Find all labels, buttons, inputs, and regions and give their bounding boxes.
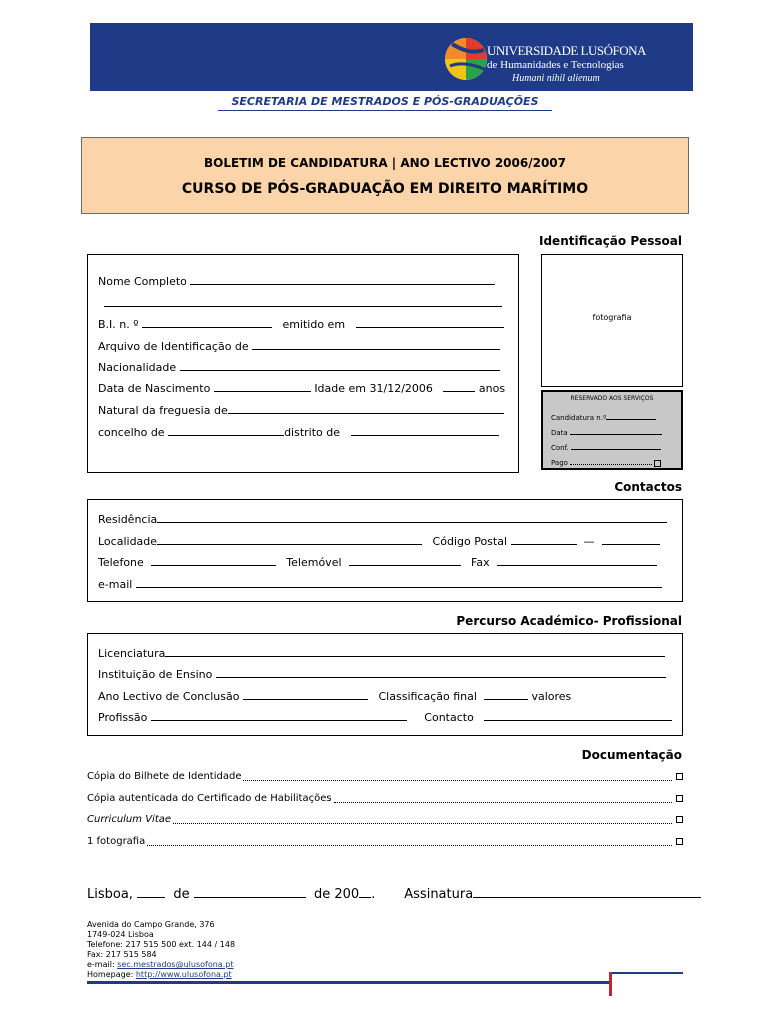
reserved-conf: Conf. bbox=[551, 443, 661, 452]
form-title: BOLETIM DE CANDIDATURA | ANO LECTIVO 2006/2007 bbox=[203, 156, 566, 170]
natural-field[interactable]: Natural da freguesia de bbox=[98, 404, 504, 417]
photo-label: fotografia bbox=[592, 313, 632, 322]
footer-accent-vertical bbox=[609, 972, 612, 996]
nascimento-field[interactable]: Data de Nascimento Idade em 31/12/2006 anos bbox=[98, 382, 506, 395]
footer-accent-rule bbox=[612, 972, 683, 974]
doc-checkbox[interactable] bbox=[676, 816, 683, 823]
nome-field[interactable]: Nome Completo bbox=[98, 275, 495, 288]
footer-homepage: Homepage: http://www.ulusofona.pt bbox=[87, 970, 232, 979]
university-motto: Humani nihil alienum bbox=[512, 73, 600, 84]
telefone-field[interactable]: Telefone Telemóvel Fax bbox=[98, 556, 657, 569]
email-field[interactable]: e-mail bbox=[98, 578, 662, 591]
signature-line[interactable]: Lisboa, de de 200 . Assinatura bbox=[87, 886, 701, 902]
email-link[interactable]: sec.mestrados@ulusofona.pt bbox=[117, 960, 234, 969]
bi-field[interactable]: B.I. n. º emitido em bbox=[98, 318, 504, 331]
doc-checkbox[interactable] bbox=[676, 773, 683, 780]
footer-rule bbox=[87, 981, 609, 984]
doc-checkbox[interactable] bbox=[676, 838, 683, 845]
title-box bbox=[81, 137, 689, 214]
reserved-title: RESERVADO AOS SERVIÇOS bbox=[570, 395, 654, 402]
university-subtitle: de Humanidades e Tecnologias bbox=[487, 59, 624, 71]
identificacao-heading: Identificação Pessoal bbox=[539, 234, 682, 248]
doc-item-bi[interactable]: Cópia do Bilhete de Identidade bbox=[87, 771, 683, 782]
university-logo-icon bbox=[442, 32, 490, 84]
licenciatura-field[interactable]: Licenciatura bbox=[98, 647, 665, 660]
localidade-field[interactable]: Localidade Código Postal — bbox=[98, 535, 660, 548]
doc-item-certificado[interactable]: Cópia autenticada do Certificado de Habilitações bbox=[87, 793, 683, 804]
footer-fax: Fax: 217 515 584 bbox=[87, 950, 157, 959]
doc-item-fotografia[interactable]: 1 fotografia bbox=[87, 836, 683, 847]
contactos-heading: Contactos bbox=[614, 480, 682, 494]
footer-email: e-mail: sec.mestrados@ulusofona.pt bbox=[87, 960, 234, 969]
doc-checkbox[interactable] bbox=[676, 795, 683, 802]
footer-address1: Avenida do Campo Grande, 376 bbox=[87, 920, 215, 929]
profissao-field[interactable]: Profissão Contacto bbox=[98, 711, 672, 724]
residencia-field[interactable]: Residência bbox=[98, 513, 667, 526]
documentacao-heading: Documentação bbox=[581, 748, 682, 762]
university-name: UNIVERSIDADE LUSÓFONA bbox=[487, 43, 646, 58]
homepage-link[interactable]: http://www.ulusofona.pt bbox=[135, 970, 232, 979]
reserved-candidatura: Candidatura n.º bbox=[551, 413, 656, 422]
course-title: CURSO DE PÓS-GRADUAÇÃO EM DIREITO MARÍTIMO bbox=[181, 181, 589, 197]
footer-telefone: Telefone: 217 515 500 ext. 144 / 148 bbox=[87, 940, 236, 949]
nome-field-continuation[interactable] bbox=[104, 297, 502, 310]
arquivo-field[interactable]: Arquivo de Identificação de bbox=[98, 340, 500, 353]
nacionalidade-field[interactable]: Nacionalidade bbox=[98, 361, 500, 374]
footer-address2: 1749-024 Lisboa bbox=[87, 930, 154, 939]
reserved-pago: Pago bbox=[551, 458, 661, 467]
percurso-heading: Percurso Académico- Profissional bbox=[456, 614, 682, 628]
secretaria-underline bbox=[218, 110, 552, 111]
concelho-field[interactable]: concelho de distrito de bbox=[98, 426, 499, 439]
doc-item-cv[interactable]: Curriculum Vitae bbox=[87, 814, 683, 825]
secretaria-heading: SECRETARIA DE MESTRADOS E PÓS-GRADUAÇÕES bbox=[231, 95, 539, 108]
ano-conclusao-field[interactable]: Ano Lectivo de Conclusão Classificação final valores bbox=[98, 690, 572, 703]
pago-checkbox[interactable] bbox=[654, 460, 661, 467]
reserved-data: Data bbox=[551, 428, 662, 437]
instituicao-field[interactable]: Instituição de Ensino bbox=[98, 668, 666, 681]
